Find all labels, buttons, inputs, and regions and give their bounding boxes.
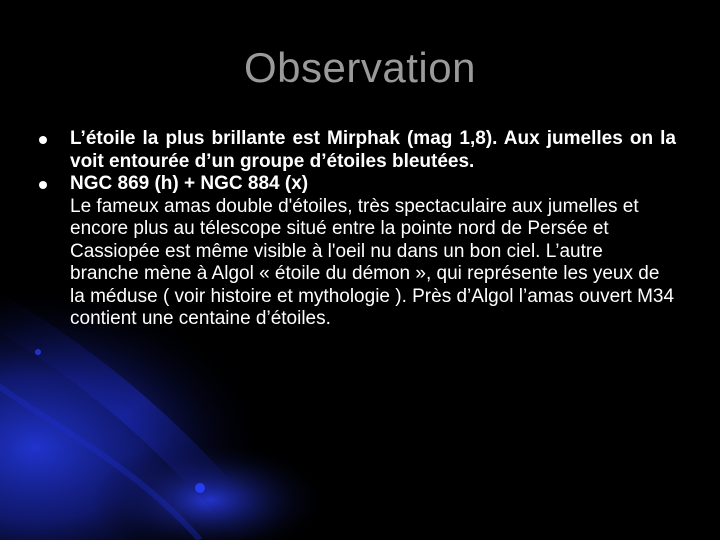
- bullet-icon: [39, 136, 47, 144]
- bullet-list: [36, 128, 676, 331]
- list-item: [36, 128, 676, 173]
- bullet-heading: NGC 869 (h) + NGC 884 (x): [70, 173, 309, 194]
- bullet-text: L’étoile la plus brillante est Mirphak (mag 1,8). Aux jumelles on la voit entourée d’un groupe d’étoiles bleutées.: [70, 128, 676, 172]
- bullet-text: Le fameux amas double d'étoiles, très spectaculaire aux jumelles et encore plus au télescope situé entre la pointe nord de Persée et Cassiopée est même visible à l'oeil nu dans un bon ciel. L’autre branche mène à Algol « étoile du démon », qui représente les yeux de la méduse ( voir histoire et mythologie ). Près d’Algol l’amas ouvert M34 contient une centaine d’étoiles.: [70, 195, 675, 329]
- list-item: [36, 173, 676, 331]
- slide-title: Observation: [244, 44, 476, 91]
- bullet-icon: [39, 181, 47, 189]
